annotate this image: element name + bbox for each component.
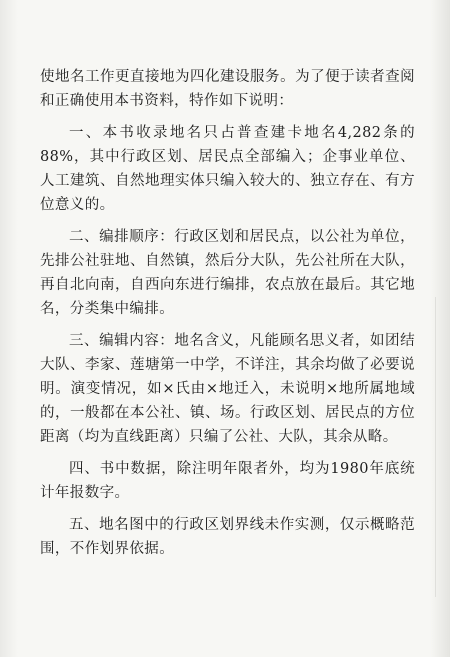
document-body <box>40 65 415 569</box>
intro-paragraph: 使地名工作更直接地为四化建设服务。为了便于读者查阅和正确使用本书资料，特作如下说明： <box>40 69 415 109</box>
note-item-4: 四、书中数据，除注明年限者外，均为1980年底统计年报数字。 <box>40 461 415 501</box>
note-item-1: 一、本书收录地名只占普查建卡地名4,282条的88%，其中行政区划、居民点全部编入；企事业单位、人工建筑、自然地理实体只编入较大的、独立存在、有方位意义的。 <box>40 125 415 213</box>
scan-edge-shadow <box>435 297 446 597</box>
note-item-5: 五、地名图中的行政区划界线未作实测，仅示概略范围，不作划界依据。 <box>40 517 415 557</box>
note-item-3: 三、编辑内容：地名含义，凡能顾名思义者，如团结大队、李家、莲塘第一中学，不详注，其余均做了必要说明。演变情况，如×氏由×地迁入，未说明×地所属地域的，一般都在本公社、镇、场。行政区划、居民点的方位距离（均为直线距离）只编了公社、大队，其余从略。 <box>40 333 415 445</box>
note-item-2: 二、编排顺序：行政区划和居民点，以公社为单位，先排公社驻地、自然镇，然后分大队，先公社所在大队，再自北向南，自西向东进行编排，农点放在最后。其它地名，分类集中编排。 <box>40 229 415 317</box>
